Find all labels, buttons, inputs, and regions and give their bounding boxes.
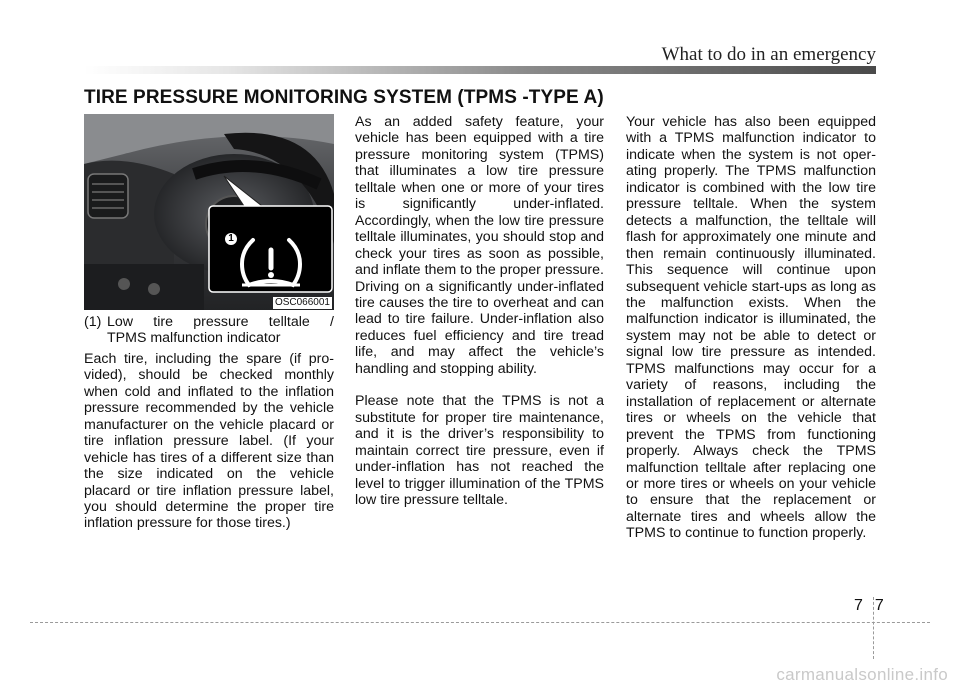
chapter-title: What to do in an emergency (661, 44, 876, 65)
dashboard-photo (84, 114, 334, 310)
figure-caption (84, 314, 334, 347)
page-number-value: 7 (874, 597, 884, 614)
tpms-warning-icon (240, 236, 302, 290)
chapter-number: 7 (854, 597, 863, 614)
header-bar (84, 66, 876, 74)
footer-divider (30, 622, 930, 623)
paragraph-malfunction-indicator: Your vehicle has also been equipped with a TPMS malfunction indicator to indicate when the system is not operating properly. The TPMS malfunction indicator is combined with the low tire pressure telltale. When the system detects a malfunction, the telltale will flash for approximately one minute and then remain continuously illuminated. This sequence will continue upon subsequent vehicle start-ups as long as the malfunction exists. When the malfunction indicator is illuminated, the system may not be able to detect or signal low tire pressure as intended. TPMS malfunctions may occur for a variety of reasons, including the installation of replacement or alternate tires or wheels on the vehicle that prevent the TPMS from functioning properly. Always check the TPMS malfunction telltale after replacing one or more tires or wheels on your vehicle to ensure that the replacement or alternate tires and wheels allow the TPMS to continue to function properly. (626, 114, 876, 542)
figure-code: OSC066001 (274, 297, 330, 308)
caption-number: (1) (84, 314, 102, 330)
column-right (626, 114, 876, 542)
caption-line-1: Low tire pressure telltale / (107, 314, 334, 330)
paragraph-spare-tire: Each tire, including the spare (if provided), should be checked monthly when cold and inflated to the inflation pressure recommended by the vehicle manufacturer on the vehicle placard or tire inflation pressure label. (If your vehicle has tires of a different size than the size indicated on the vehicle placard or tire inflation pressure label, you should determine the proper tire inflation pressure for those tires.) (84, 350, 334, 532)
column-middle (355, 114, 604, 508)
section-title: TIRE PRESSURE MONITORING SYSTEM (TPMS -TYPE A) (84, 87, 604, 108)
caption-line-2: TPMS malfunction indicator (107, 330, 281, 347)
caption-text (107, 314, 334, 347)
page-number (854, 597, 884, 615)
paragraph-please-note: Please note that the TPMS is not a substitute for proper tire maintenance, and it is the driver’s responsibility to maintain correct tire pressure, even if under-inflation has not reached the level to trigger illumination of the TPMS low tire pressure telltale. (355, 393, 604, 508)
watermark: carmanualsonline.info (776, 665, 948, 684)
column-left (84, 314, 334, 532)
callout-number: 1 (225, 233, 237, 245)
paragraph-safety-feature: As an added safety feature, your vehicle has been equipped with a tire pressure monitoring system (TPMS) that illuminates a low tire pressure telltale when one or more of your tires is significantly under-inflated. Accordingly, when the low tire pressure telltale illuminates, you should stop and check your tires as soon as possible, and inflate them to the proper pressure. Driving on a significantly under-inflated tire causes the tire to overheat and can lead to tire failure. Under-inflation also reduces fuel efficiency and tire tread life, and may affect the vehicle’s handling and stopping ability. (355, 114, 604, 377)
